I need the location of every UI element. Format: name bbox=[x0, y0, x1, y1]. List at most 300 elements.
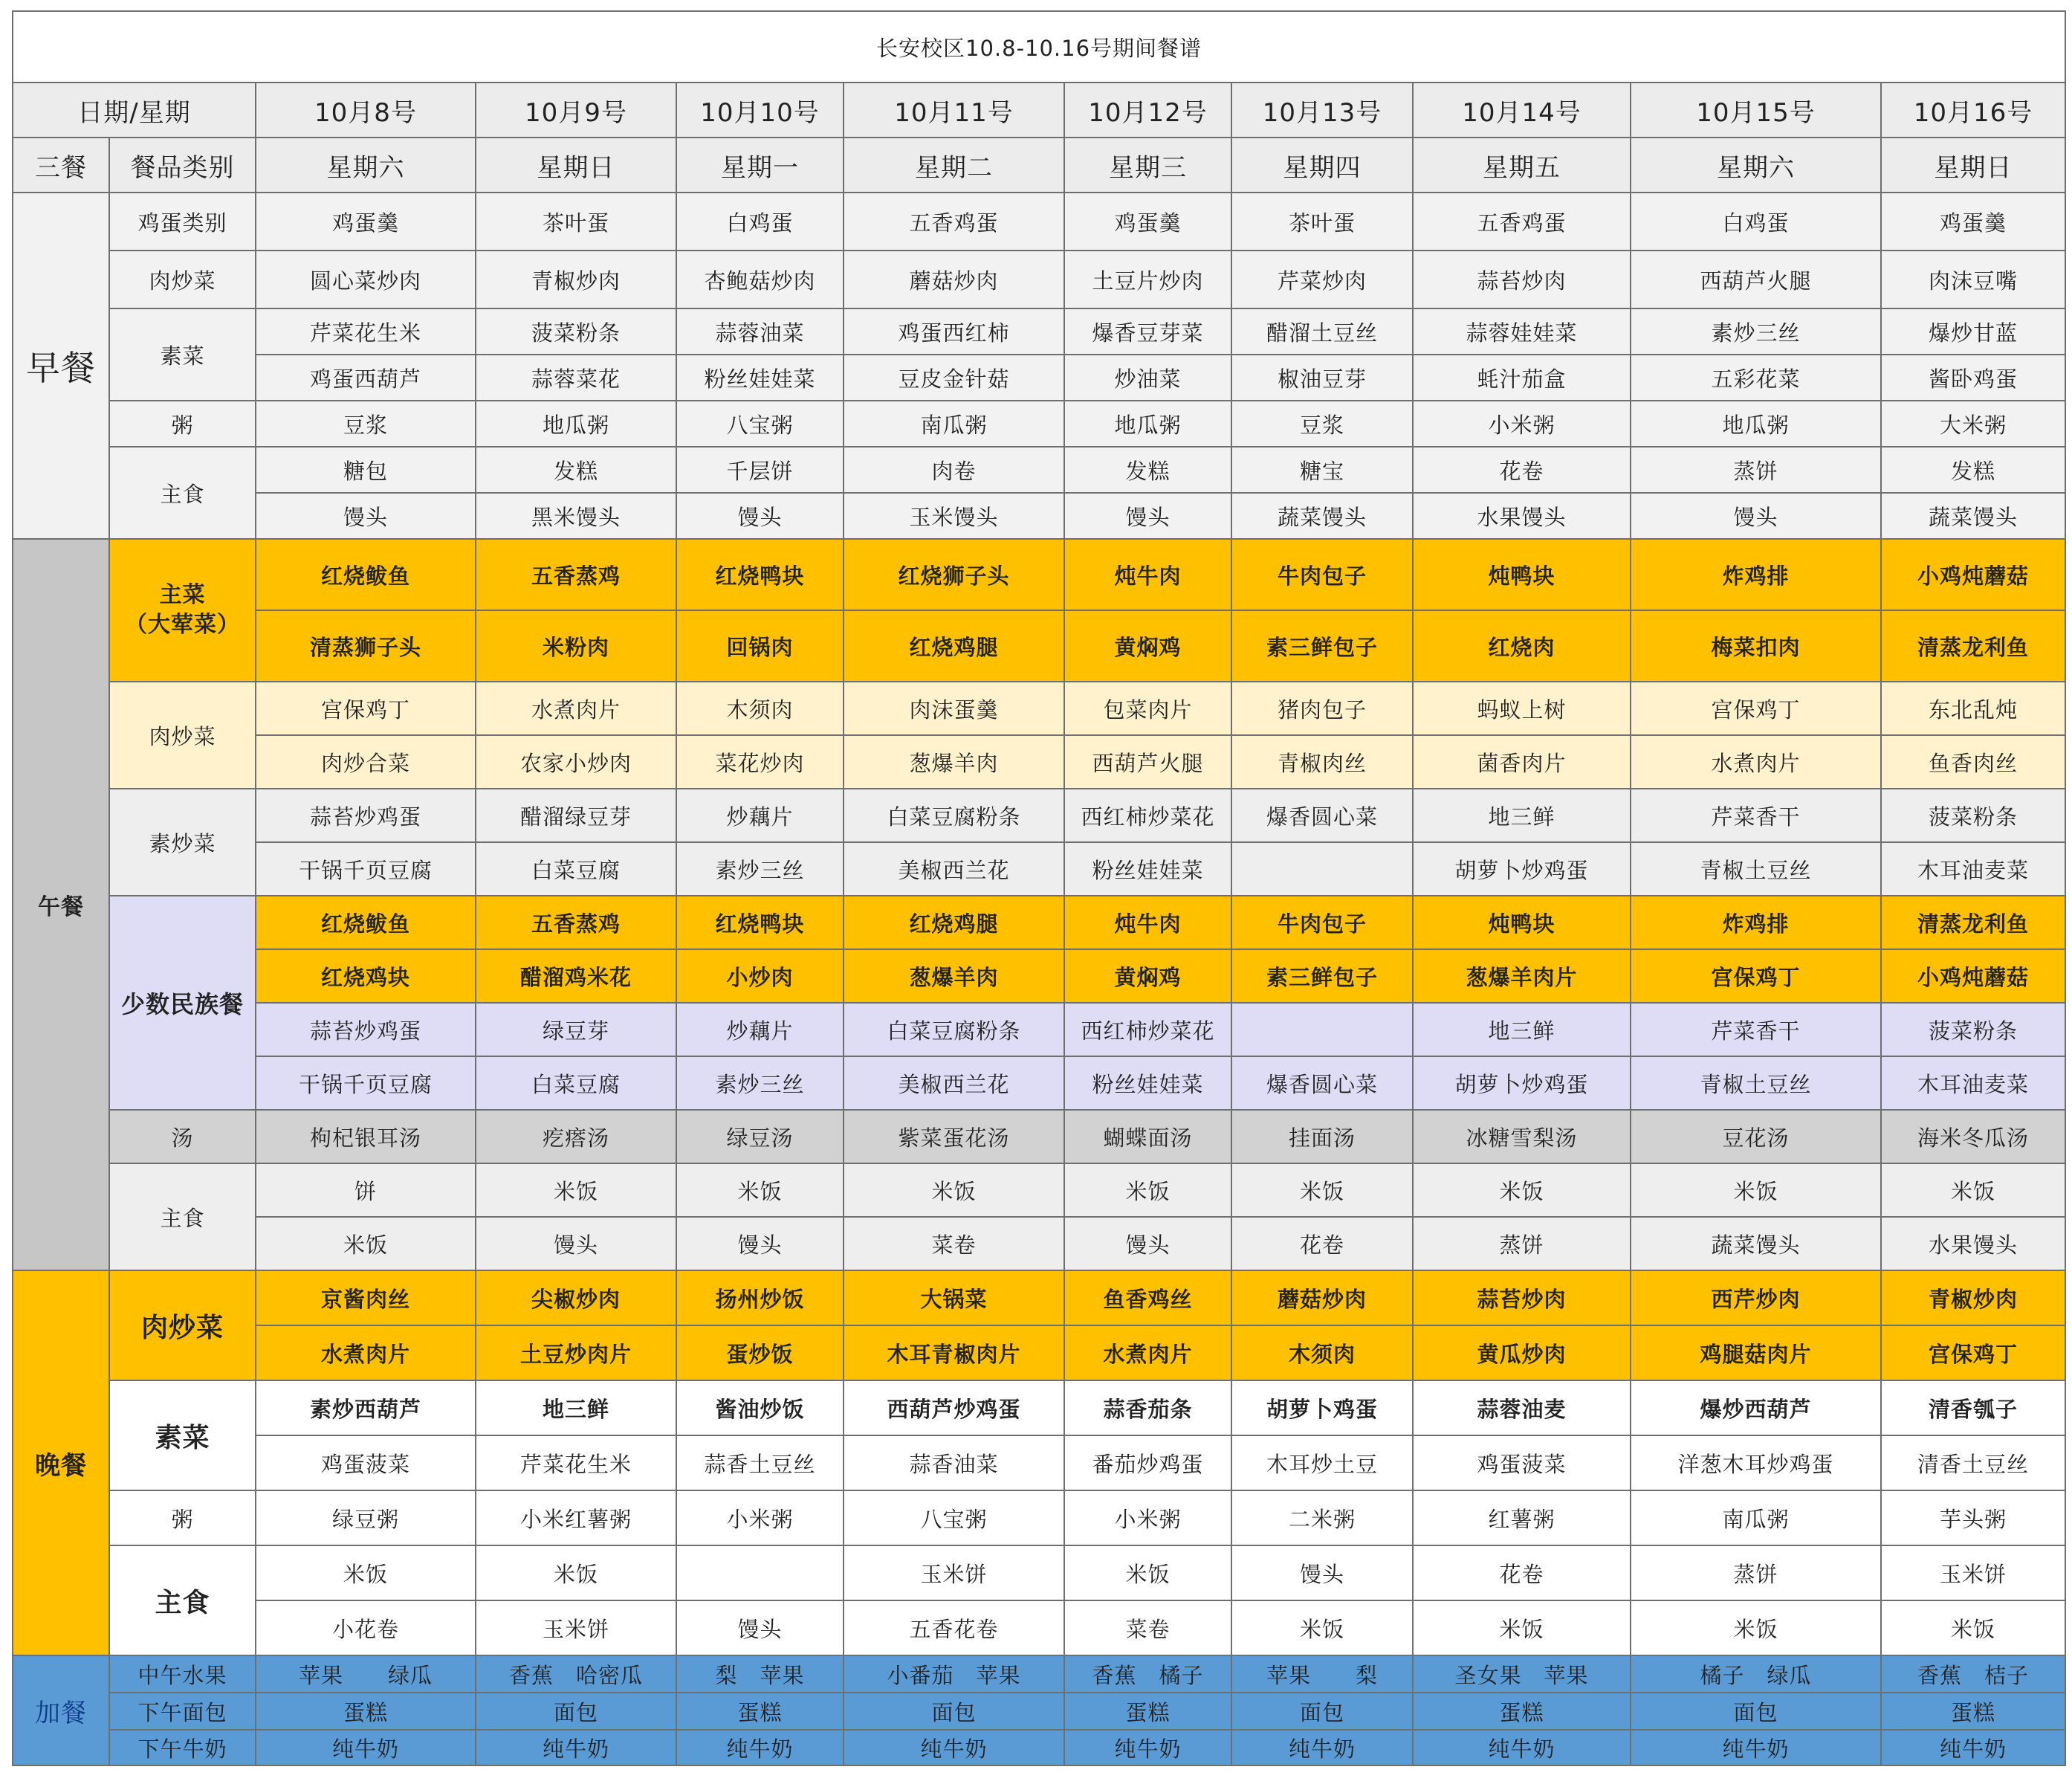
menu-item-cell: 蔬菜馒头 bbox=[1231, 493, 1413, 539]
menu-item-cell: 西红柿炒菜花 bbox=[1064, 1003, 1231, 1056]
menu-item-cell: 糖宝 bbox=[1231, 447, 1413, 493]
dinner-row bbox=[13, 1380, 2065, 1435]
menu-item-cell: 木耳油麦菜 bbox=[1881, 842, 2065, 896]
menu-item-cell: 蛋炒饭 bbox=[676, 1325, 844, 1380]
lunch-row bbox=[13, 735, 2065, 789]
category-label: 下午牛奶 bbox=[109, 1730, 256, 1765]
menu-item-cell: 绿豆汤 bbox=[676, 1110, 844, 1163]
date-header: 10月11号 bbox=[844, 83, 1064, 138]
menu-item-cell: 水煮肉片 bbox=[256, 1325, 476, 1380]
lunch-row bbox=[13, 789, 2065, 842]
menu-item-cell: 蒜蓉油麦 bbox=[1413, 1380, 1631, 1435]
category-label: 粥 bbox=[109, 401, 256, 447]
menu-item-cell: 鱼香鸡丝 bbox=[1064, 1270, 1231, 1325]
date-header: 10月14号 bbox=[1413, 83, 1631, 138]
menu-item-cell: 白菜豆腐 bbox=[476, 842, 676, 896]
lunch-row bbox=[13, 1163, 2065, 1217]
menu-item-cell: 蒸饼 bbox=[1413, 1217, 1631, 1270]
menu-item-cell: 宫保鸡丁 bbox=[1631, 682, 1881, 735]
menu-item-cell: 蒜苔炒鸡蛋 bbox=[256, 789, 476, 842]
menu-item-cell: 水果馒头 bbox=[1413, 493, 1631, 539]
menu-item-cell: 五香蒸鸡 bbox=[476, 539, 676, 610]
menu-item-cell: 花卷 bbox=[1231, 1217, 1413, 1270]
menu-item-cell: 馒头 bbox=[676, 1217, 844, 1270]
menu-item-cell: 鸡蛋西红柿 bbox=[844, 308, 1064, 355]
menu-item-cell: 梅菜扣肉 bbox=[1631, 610, 1881, 682]
menu-item-cell: 面包 bbox=[476, 1693, 676, 1730]
lunch-row bbox=[13, 896, 2065, 949]
menu-item-cell: 醋溜土豆丝 bbox=[1231, 308, 1413, 355]
menu-item-cell: 醋溜绿豆芽 bbox=[476, 789, 676, 842]
menu-sheet bbox=[12, 10, 2065, 1780]
menu-item-cell: 农家小炒肉 bbox=[476, 735, 676, 789]
menu-item-cell: 苹果 梨 bbox=[1231, 1655, 1413, 1693]
menu-item-cell: 素三鲜包子 bbox=[1231, 949, 1413, 1003]
menu-item-cell: 木耳油麦菜 bbox=[1881, 1056, 2065, 1110]
date-header: 10月9号 bbox=[476, 83, 676, 138]
menu-item-cell: 小米粥 bbox=[1064, 1490, 1231, 1545]
date-header: 10月13号 bbox=[1231, 83, 1413, 138]
date-header: 10月16号 bbox=[1881, 83, 2065, 138]
menu-item-cell: 纯牛奶 bbox=[1231, 1730, 1413, 1765]
lunch-meal-label: 午餐 bbox=[13, 539, 109, 1270]
category-label: 主食 bbox=[109, 1163, 256, 1270]
menu-item-cell: 炸鸡排 bbox=[1631, 896, 1881, 949]
menu-item-cell: 木耳青椒肉片 bbox=[844, 1325, 1064, 1380]
menu-item-cell: 纯牛奶 bbox=[676, 1730, 844, 1765]
menu-item-cell: 米饭 bbox=[1413, 1163, 1631, 1217]
menu-item-cell: 紫菜蛋花汤 bbox=[844, 1110, 1064, 1163]
menu-item-cell bbox=[1231, 842, 1413, 896]
meals-label: 三餐 bbox=[13, 138, 109, 193]
menu-item-cell: 大米粥 bbox=[1881, 401, 2065, 447]
menu-item-cell: 花卷 bbox=[1413, 1545, 1631, 1600]
menu-item-cell: 米饭 bbox=[1631, 1600, 1881, 1655]
menu-item-cell: 鸡蛋羹 bbox=[1064, 193, 1231, 251]
menu-item-cell: 菌香肉片 bbox=[1413, 735, 1631, 789]
menu-item-cell: 玉米饼 bbox=[844, 1545, 1064, 1600]
menu-item-cell: 纯牛奶 bbox=[476, 1730, 676, 1765]
menu-item-cell: 地三鲜 bbox=[1413, 789, 1631, 842]
menu-item-cell: 蒸饼 bbox=[1631, 447, 1881, 493]
menu-item-cell: 发糕 bbox=[1881, 447, 2065, 493]
page-title: 长安校区10.8-10.16号期间餐谱 bbox=[13, 11, 2065, 83]
menu-item-cell: 地三鲜 bbox=[476, 1380, 676, 1435]
menu-item-cell: 菠菜粉条 bbox=[476, 308, 676, 355]
weekday-header: 星期六 bbox=[256, 138, 476, 193]
category-label: 餐品类别 bbox=[109, 138, 256, 193]
menu-item-cell: 五香蒸鸡 bbox=[476, 896, 676, 949]
menu-item-cell: 五香鸡蛋 bbox=[844, 193, 1064, 251]
menu-item-cell: 菠菜粉条 bbox=[1881, 1003, 2065, 1056]
menu-item-cell: 水果馒头 bbox=[1881, 1217, 2065, 1270]
menu-item-cell: 杏鲍菇炒肉 bbox=[676, 251, 844, 308]
menu-item-cell: 地瓜粥 bbox=[476, 401, 676, 447]
menu-item-cell: 二米粥 bbox=[1231, 1490, 1413, 1545]
weekday-header: 星期三 bbox=[1064, 138, 1231, 193]
menu-item-cell: 鸡蛋羹 bbox=[1881, 193, 2065, 251]
lunch-row bbox=[13, 682, 2065, 735]
menu-item-cell: 葱爆羊肉片 bbox=[1413, 949, 1631, 1003]
menu-item-cell: 东北乱炖 bbox=[1881, 682, 2065, 735]
menu-item-cell: 胡萝卜炒鸡蛋 bbox=[1413, 1056, 1631, 1110]
menu-item-cell: 米饭 bbox=[1231, 1600, 1413, 1655]
dinner-meal-label: 晚餐 bbox=[13, 1270, 109, 1655]
menu-item-cell: 木须肉 bbox=[676, 682, 844, 735]
dinner-row bbox=[13, 1325, 2065, 1380]
menu-item-cell: 爆炒甘蓝 bbox=[1881, 308, 2065, 355]
menu-item-cell: 蛋糕 bbox=[676, 1693, 844, 1730]
category-label: 主食 bbox=[109, 1545, 256, 1655]
menu-item-cell: 小米粥 bbox=[1413, 401, 1631, 447]
weekday-header: 星期六 bbox=[1631, 138, 1881, 193]
menu-item-cell: 牛肉包子 bbox=[1231, 896, 1413, 949]
menu-item-cell: 宫保鸡丁 bbox=[1631, 949, 1881, 1003]
menu-item-cell: 胡萝卜炒鸡蛋 bbox=[1413, 842, 1631, 896]
category-label: 肉炒菜 bbox=[109, 251, 256, 308]
menu-item-cell: 地瓜粥 bbox=[1631, 401, 1881, 447]
dinner-row bbox=[13, 1490, 2065, 1545]
menu-item-cell: 水煮肉片 bbox=[1631, 735, 1881, 789]
lunch-row bbox=[13, 1110, 2065, 1163]
menu-item-cell: 白鸡蛋 bbox=[676, 193, 844, 251]
menu-item-cell: 西葫芦炒鸡蛋 bbox=[844, 1380, 1064, 1435]
menu-item-cell: 红烧狮子头 bbox=[844, 539, 1064, 610]
menu-item-cell: 鱼香肉丝 bbox=[1881, 735, 2065, 789]
date-header: 10月8号 bbox=[256, 83, 476, 138]
category-label: 汤 bbox=[109, 1110, 256, 1163]
menu-item-cell: 纯牛奶 bbox=[1881, 1730, 2065, 1765]
menu-item-cell: 水煮肉片 bbox=[476, 682, 676, 735]
menu-item-cell: 蒜蓉娃娃菜 bbox=[1413, 308, 1631, 355]
menu-item-cell: 白菜豆腐 bbox=[476, 1056, 676, 1110]
menu-item-cell: 清蒸龙利鱼 bbox=[1881, 896, 2065, 949]
menu-item-cell bbox=[1231, 1003, 1413, 1056]
breakfast-meal-label: 早餐 bbox=[13, 193, 109, 539]
dinner-row bbox=[13, 1545, 2065, 1600]
menu-item-cell: 地三鲜 bbox=[1413, 1003, 1631, 1056]
menu-item-cell: 米饭 bbox=[256, 1545, 476, 1600]
lunch-row bbox=[13, 1217, 2065, 1270]
menu-item-cell: 蛋糕 bbox=[1064, 1693, 1231, 1730]
menu-item-cell: 爆香圆心菜 bbox=[1231, 1056, 1413, 1110]
menu-item-cell: 菜卷 bbox=[1064, 1600, 1231, 1655]
menu-item-cell: 蔬菜馒头 bbox=[1631, 1217, 1881, 1270]
menu-item-cell: 小米红薯粥 bbox=[476, 1490, 676, 1545]
dinner-row bbox=[13, 1270, 2065, 1325]
menu-item-cell: 发糕 bbox=[1064, 447, 1231, 493]
menu-item-cell: 五香鸡蛋 bbox=[1413, 193, 1631, 251]
breakfast-row bbox=[13, 251, 2065, 308]
menu-item-cell: 南瓜粥 bbox=[844, 401, 1064, 447]
menu-item-cell: 宫保鸡丁 bbox=[1881, 1325, 2065, 1380]
menu-item-cell: 豆皮金针菇 bbox=[844, 355, 1064, 401]
date-header: 10月15号 bbox=[1631, 83, 1881, 138]
menu-item-cell: 白鸡蛋 bbox=[1631, 193, 1881, 251]
menu-item-cell: 红烧鸭块 bbox=[676, 896, 844, 949]
menu-item-cell: 五香花卷 bbox=[844, 1600, 1064, 1655]
menu-item-cell: 土豆炒肉片 bbox=[476, 1325, 676, 1380]
menu-item-cell: 纯牛奶 bbox=[256, 1730, 476, 1765]
menu-item-cell: 木须肉 bbox=[1231, 1325, 1413, 1380]
menu-item-cell: 炒藕片 bbox=[676, 1003, 844, 1056]
menu-item-cell: 豆浆 bbox=[1231, 401, 1413, 447]
menu-item-cell: 土豆片炒肉 bbox=[1064, 251, 1231, 308]
menu-item-cell: 蚂蚁上树 bbox=[1413, 682, 1631, 735]
menu-item-cell: 芹菜花生米 bbox=[476, 1435, 676, 1490]
menu-item-cell: 八宝粥 bbox=[844, 1490, 1064, 1545]
menu-item-cell: 小鸡炖蘑菇 bbox=[1881, 949, 2065, 1003]
menu-item-cell: 肉炒合菜 bbox=[256, 735, 476, 789]
menu-item-cell: 炖牛肉 bbox=[1064, 896, 1231, 949]
menu-item-cell: 青椒炒肉 bbox=[476, 251, 676, 308]
menu-item-cell: 小花卷 bbox=[256, 1600, 476, 1655]
menu-item-cell: 炒藕片 bbox=[676, 789, 844, 842]
weekday-header: 星期五 bbox=[1413, 138, 1631, 193]
menu-item-cell: 蒜香土豆丝 bbox=[676, 1435, 844, 1490]
menu-item-cell: 玉米饼 bbox=[476, 1600, 676, 1655]
date-header: 10月12号 bbox=[1064, 83, 1231, 138]
menu-item-cell: 苹果 绿瓜 bbox=[256, 1655, 476, 1693]
menu-item-cell: 黄焖鸡 bbox=[1064, 610, 1231, 682]
weekday-header: 星期一 bbox=[676, 138, 844, 193]
menu-item-cell: 小炒肉 bbox=[676, 949, 844, 1003]
menu-item-cell: 红烧鲅鱼 bbox=[256, 896, 476, 949]
menu-item-cell: 蒜香油菜 bbox=[844, 1435, 1064, 1490]
menu-item-cell: 红烧鸡块 bbox=[256, 949, 476, 1003]
menu-item-cell: 圣女果 苹果 bbox=[1413, 1655, 1631, 1693]
menu-item-cell: 圆心菜炒肉 bbox=[256, 251, 476, 308]
menu-item-cell: 炖鸭块 bbox=[1413, 539, 1631, 610]
menu-item-cell: 素炒三丝 bbox=[676, 842, 844, 896]
menu-item-cell: 尖椒炒肉 bbox=[476, 1270, 676, 1325]
menu-item-cell: 馒头 bbox=[1631, 493, 1881, 539]
menu-item-cell: 米饭 bbox=[1881, 1600, 2065, 1655]
menu-item-cell: 葱爆羊肉 bbox=[844, 735, 1064, 789]
menu-item-cell: 橘子 绿瓜 bbox=[1631, 1655, 1881, 1693]
menu-item-cell: 米饭 bbox=[1231, 1163, 1413, 1217]
menu-item-cell: 清蒸狮子头 bbox=[256, 610, 476, 682]
category-label: 少数民族餐 bbox=[109, 896, 256, 1110]
menu-item-cell: 绿豆芽 bbox=[476, 1003, 676, 1056]
menu-item-cell: 糖包 bbox=[256, 447, 476, 493]
menu-item-cell: 馒头 bbox=[1231, 1545, 1413, 1600]
menu-item-cell: 饼 bbox=[256, 1163, 476, 1217]
menu-item-cell: 牛肉包子 bbox=[1231, 539, 1413, 610]
menu-item-cell: 炖鸭块 bbox=[1413, 896, 1631, 949]
menu-item-cell: 小番茄 苹果 bbox=[844, 1655, 1064, 1693]
menu-item-cell: 白菜豆腐粉条 bbox=[844, 1003, 1064, 1056]
menu-item-cell bbox=[676, 1545, 844, 1600]
menu-item-cell: 红烧鸡腿 bbox=[844, 610, 1064, 682]
menu-item-cell: 蝴蝶面汤 bbox=[1064, 1110, 1231, 1163]
menu-item-cell: 米饭 bbox=[844, 1163, 1064, 1217]
breakfast-row bbox=[13, 193, 2065, 251]
extra-row bbox=[13, 1693, 2065, 1730]
menu-item-cell: 清香土豆丝 bbox=[1881, 1435, 2065, 1490]
weekday-header: 星期四 bbox=[1231, 138, 1413, 193]
menu-item-cell: 蛋糕 bbox=[1413, 1693, 1631, 1730]
menu-item-cell: 西葫芦火腿 bbox=[1064, 735, 1231, 789]
menu-item-cell: 米饭 bbox=[1413, 1600, 1631, 1655]
menu-item-cell: 干锅千页豆腐 bbox=[256, 1056, 476, 1110]
menu-item-cell: 青椒肉丝 bbox=[1231, 735, 1413, 789]
menu-item-cell: 炒油菜 bbox=[1064, 355, 1231, 401]
breakfast-row bbox=[13, 355, 2065, 401]
weekday-header: 星期日 bbox=[1881, 138, 2065, 193]
menu-item-cell: 酱卧鸡蛋 bbox=[1881, 355, 2065, 401]
menu-item-cell: 千层饼 bbox=[676, 447, 844, 493]
lunch-row bbox=[13, 1056, 2065, 1110]
menu-item-cell: 红薯粥 bbox=[1413, 1490, 1631, 1545]
menu-item-cell: 纯牛奶 bbox=[1631, 1730, 1881, 1765]
menu-item-cell: 小鸡炖蘑菇 bbox=[1881, 539, 2065, 610]
menu-item-cell: 绿豆粥 bbox=[256, 1490, 476, 1545]
category-label: 肉炒菜 bbox=[109, 1270, 256, 1380]
menu-item-cell: 爆香圆心菜 bbox=[1231, 789, 1413, 842]
menu-item-cell: 鸡蛋西葫芦 bbox=[256, 355, 476, 401]
menu-item-cell: 肉卷 bbox=[844, 447, 1064, 493]
menu-item-cell: 玉米饼 bbox=[1881, 1545, 2065, 1600]
menu-item-cell: 黄焖鸡 bbox=[1064, 949, 1231, 1003]
breakfast-row bbox=[13, 308, 2065, 355]
menu-item-cell: 葱爆羊肉 bbox=[844, 949, 1064, 1003]
extra-row bbox=[13, 1730, 2065, 1765]
menu-table bbox=[12, 10, 2066, 1766]
menu-item-cell: 米饭 bbox=[476, 1545, 676, 1600]
menu-item-cell: 菜卷 bbox=[844, 1217, 1064, 1270]
menu-item-cell: 椒油豆芽 bbox=[1231, 355, 1413, 401]
menu-item-cell: 米饭 bbox=[1631, 1163, 1881, 1217]
menu-item-cell: 白菜豆腐粉条 bbox=[844, 789, 1064, 842]
menu-item-cell: 芋头粥 bbox=[1881, 1490, 2065, 1545]
weekday-header: 星期日 bbox=[476, 138, 676, 193]
menu-item-cell: 菠菜粉条 bbox=[1881, 789, 2065, 842]
breakfast-row bbox=[13, 447, 2065, 493]
lunch-row bbox=[13, 842, 2065, 896]
menu-item-cell: 西芹炒肉 bbox=[1631, 1270, 1881, 1325]
menu-item-cell: 馒头 bbox=[256, 493, 476, 539]
menu-item-cell: 蒜香茄条 bbox=[1064, 1380, 1231, 1435]
menu-item-cell: 豆浆 bbox=[256, 401, 476, 447]
menu-item-cell: 炖牛肉 bbox=[1064, 539, 1231, 610]
category-label: 素菜 bbox=[109, 308, 256, 401]
category-label: 素炒菜 bbox=[109, 789, 256, 896]
menu-item-cell: 发糕 bbox=[476, 447, 676, 493]
menu-item-cell: 大锅菜 bbox=[844, 1270, 1064, 1325]
menu-item-cell: 茶叶蛋 bbox=[1231, 193, 1413, 251]
menu-item-cell: 素三鲜包子 bbox=[1231, 610, 1413, 682]
menu-item-cell: 枸杞银耳汤 bbox=[256, 1110, 476, 1163]
menu-item-cell: 扬州炒饭 bbox=[676, 1270, 844, 1325]
category-label: 鸡蛋类别 bbox=[109, 193, 256, 251]
menu-item-cell: 馒头 bbox=[1064, 493, 1231, 539]
menu-item-cell: 肉沫豆嘴 bbox=[1881, 251, 2065, 308]
lunch-row bbox=[13, 610, 2065, 682]
menu-item-cell: 八宝粥 bbox=[676, 401, 844, 447]
menu-item-cell: 米饭 bbox=[256, 1217, 476, 1270]
menu-item-cell: 西葫芦火腿 bbox=[1631, 251, 1881, 308]
menu-item-cell: 纯牛奶 bbox=[1064, 1730, 1231, 1765]
menu-item-cell: 黑米馒头 bbox=[476, 493, 676, 539]
menu-item-cell: 纯牛奶 bbox=[844, 1730, 1064, 1765]
menu-item-cell: 水煮肉片 bbox=[1064, 1325, 1231, 1380]
category-label: 肉炒菜 bbox=[109, 682, 256, 789]
menu-item-cell: 挂面汤 bbox=[1231, 1110, 1413, 1163]
menu-item-cell: 疙瘩汤 bbox=[476, 1110, 676, 1163]
menu-item-cell: 炸鸡排 bbox=[1631, 539, 1881, 610]
menu-item-cell: 醋溜鸡米花 bbox=[476, 949, 676, 1003]
menu-item-cell: 芹菜炒肉 bbox=[1231, 251, 1413, 308]
menu-item-cell: 猪肉包子 bbox=[1231, 682, 1413, 735]
menu-item-cell: 红烧鲅鱼 bbox=[256, 539, 476, 610]
menu-item-cell: 纯牛奶 bbox=[1413, 1730, 1631, 1765]
extra-row bbox=[13, 1655, 2065, 1693]
menu-item-cell: 玉米馒头 bbox=[844, 493, 1064, 539]
menu-item-cell: 蒜苔炒肉 bbox=[1413, 251, 1631, 308]
menu-item-cell: 青椒土豆丝 bbox=[1631, 1056, 1881, 1110]
menu-item-cell: 香蕉 橘子 bbox=[1064, 1655, 1231, 1693]
menu-item-cell: 爆炒西葫芦 bbox=[1631, 1380, 1881, 1435]
menu-item-cell: 蘑菇炒肉 bbox=[844, 251, 1064, 308]
menu-item-cell: 馒头 bbox=[1064, 1217, 1231, 1270]
menu-item-cell: 青椒土豆丝 bbox=[1631, 842, 1881, 896]
category-label: 中午水果 bbox=[109, 1655, 256, 1693]
menu-item-cell: 素炒西葫芦 bbox=[256, 1380, 476, 1435]
menu-item-cell: 蚝汁茄盒 bbox=[1413, 355, 1631, 401]
menu-item-cell: 包菜肉片 bbox=[1064, 682, 1231, 735]
menu-item-cell: 海米冬瓜汤 bbox=[1881, 1110, 2065, 1163]
menu-item-cell: 芹菜香干 bbox=[1631, 789, 1881, 842]
menu-item-cell: 面包 bbox=[1631, 1693, 1881, 1730]
menu-item-cell: 米饭 bbox=[1064, 1545, 1231, 1600]
menu-item-cell: 馒头 bbox=[676, 493, 844, 539]
menu-item-cell: 茶叶蛋 bbox=[476, 193, 676, 251]
menu-item-cell: 肉沫蛋羹 bbox=[844, 682, 1064, 735]
menu-item-cell: 蛋糕 bbox=[256, 1693, 476, 1730]
menu-item-cell: 红烧鸭块 bbox=[676, 539, 844, 610]
menu-item-cell: 清香瓠子 bbox=[1881, 1380, 2065, 1435]
breakfast-row bbox=[13, 493, 2065, 539]
menu-item-cell: 梨 苹果 bbox=[676, 1655, 844, 1693]
category-label: 下午面包 bbox=[109, 1693, 256, 1730]
menu-item-cell: 黄瓜炒肉 bbox=[1413, 1325, 1631, 1380]
menu-item-cell: 红烧鸡腿 bbox=[844, 896, 1064, 949]
menu-item-cell: 番茄炒鸡蛋 bbox=[1064, 1435, 1231, 1490]
menu-item-cell: 菜花炒肉 bbox=[676, 735, 844, 789]
lunch-row bbox=[13, 539, 2065, 610]
menu-item-cell: 蒜蓉菜花 bbox=[476, 355, 676, 401]
menu-item-cell: 花卷 bbox=[1413, 447, 1631, 493]
menu-item-cell: 鸡蛋羹 bbox=[256, 193, 476, 251]
menu-item-cell: 地瓜粥 bbox=[1064, 401, 1231, 447]
dinner-row bbox=[13, 1435, 2065, 1490]
menu-item-cell: 蔬菜馒头 bbox=[1881, 493, 2065, 539]
menu-item-cell: 芹菜香干 bbox=[1631, 1003, 1881, 1056]
menu-item-cell: 南瓜粥 bbox=[1631, 1490, 1881, 1545]
menu-item-cell: 蒜蓉油菜 bbox=[676, 308, 844, 355]
menu-item-cell: 洋葱木耳炒鸡蛋 bbox=[1631, 1435, 1881, 1490]
menu-item-cell: 鸡腿菇肉片 bbox=[1631, 1325, 1881, 1380]
menu-item-cell: 爆香豆芽菜 bbox=[1064, 308, 1231, 355]
menu-item-cell: 美椒西兰花 bbox=[844, 842, 1064, 896]
menu-item-cell: 蒜苔炒肉 bbox=[1413, 1270, 1631, 1325]
menu-item-cell: 美椒西兰花 bbox=[844, 1056, 1064, 1110]
menu-item-cell: 胡萝卜鸡蛋 bbox=[1231, 1380, 1413, 1435]
menu-item-cell: 米饭 bbox=[676, 1163, 844, 1217]
menu-item-cell: 蒜苔炒鸡蛋 bbox=[256, 1003, 476, 1056]
menu-item-cell: 青椒炒肉 bbox=[1881, 1270, 2065, 1325]
